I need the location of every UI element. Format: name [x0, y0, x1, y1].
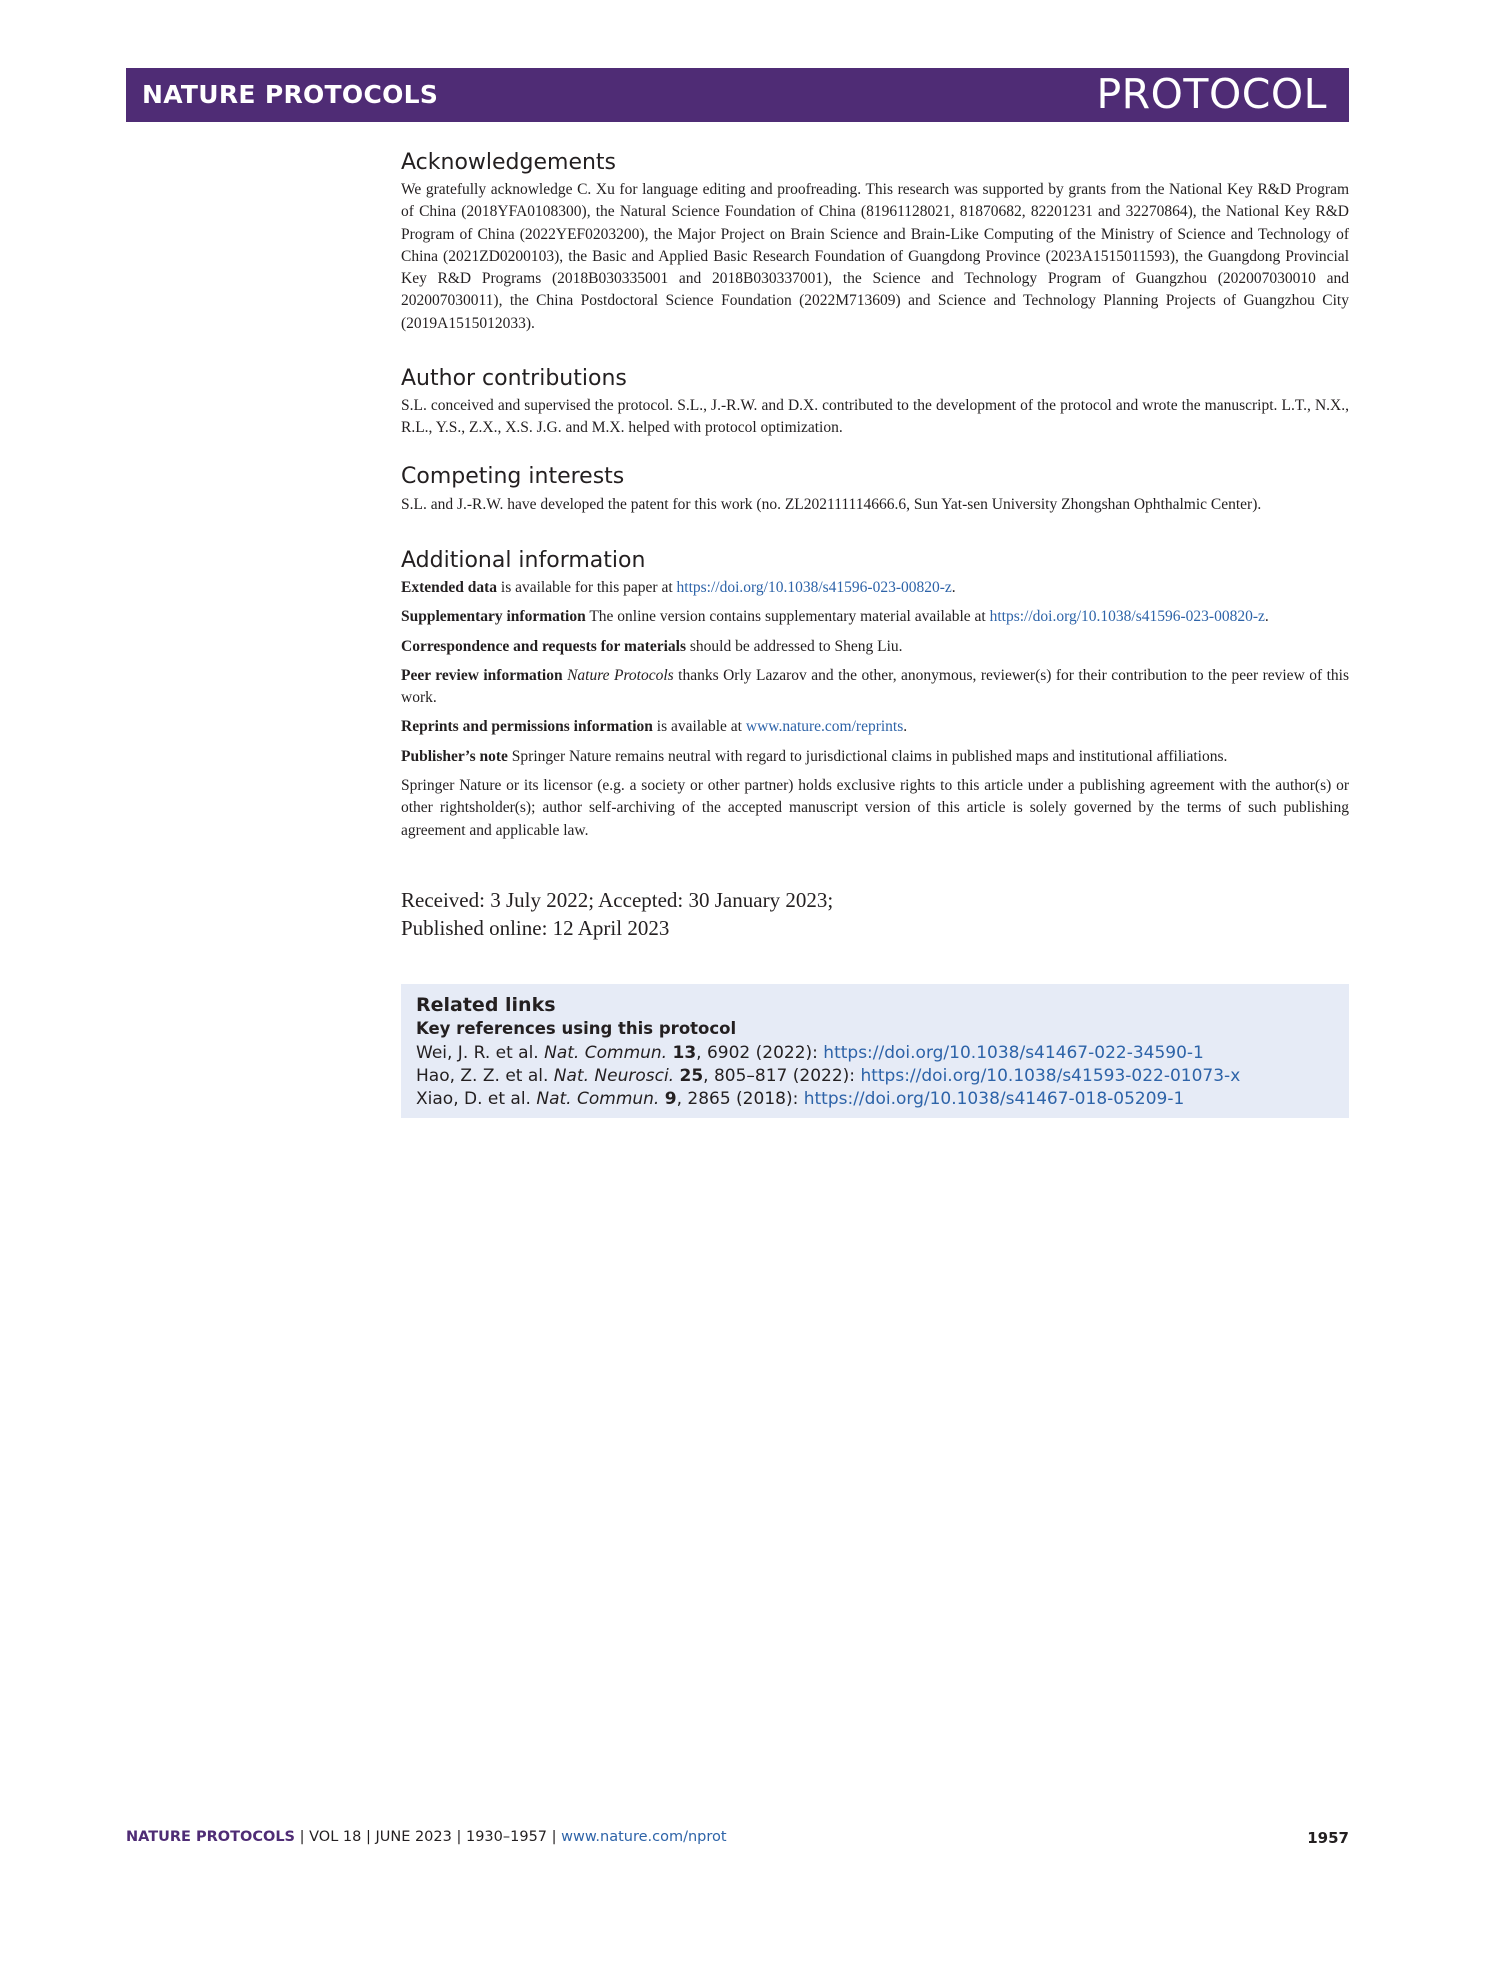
publishers-note-text: Springer Nature remains neutral with regard to jurisdictional claims in published maps and institutional affiliations. [507, 747, 1228, 765]
article-type: PROTOCOL [1096, 70, 1327, 118]
additional-information-heading: Additional information [401, 548, 646, 573]
extended-data-link[interactable]: https://doi.org/10.1038/s41596-023-00820-z [676, 579, 952, 596]
footer-separator: | [547, 1829, 562, 1845]
reference-authors: Xiao, D. et al. [416, 1089, 537, 1109]
footer-journal-name: NATURE PROTOCOLS [126, 1829, 296, 1845]
supplementary-info-link[interactable]: https://doi.org/10.1038/s41596-023-00820-z [989, 608, 1265, 626]
peer-review-text: thanks Orly Lazarov and the other, anonymous, reviewer(s) for their contribution to the peer review of this work. [401, 666, 1349, 707]
footer-journal-link[interactable]: www.nature.com/nprot [561, 1829, 727, 1845]
reference-volume: 25 [679, 1066, 704, 1086]
related-links-subtitle: Key references using this protocol [416, 1019, 737, 1038]
reference-item [416, 1089, 1184, 1109]
page-number: 1957 [1307, 1829, 1349, 1847]
author-contributions-heading: Author contributions [401, 366, 627, 391]
reference-details: , 805–817 (2022): [703, 1066, 861, 1086]
supplementary-info-text: The online version contains supplementary material available at [585, 608, 990, 626]
reprints-paragraph: Reprints and permissions information is available at www.nature.com/reprints. [401, 718, 908, 736]
competing-interests-heading: Competing interests [401, 464, 625, 489]
footer-volume: VOL 18 [309, 1829, 362, 1845]
peer-review-paragraph [401, 665, 1349, 710]
rights-paragraph: Springer Nature or its licensor (e.g. a society or other partner) holds exclusive rights to this article under a publishing agreement with the author(s) or other rightsholder(s); author self-archiving of the accepted manuscript version of this article is solely governed by the terms of such publishing agreement and applicable law. [401, 777, 1349, 839]
correspondence-text: should be addressed to Sheng Liu. [686, 637, 903, 655]
page-footer [126, 1829, 727, 1845]
competing-interests-text: S.L. and J.-R.W. have developed the patent for this work (no. ZL202111114666.6, Sun Yat-sen University Zhongshan Ophthalmic Center). [401, 496, 1262, 513]
journal-name: NATURE PROTOCOLS [142, 80, 439, 109]
received-accepted-dates: Received: 3 July 2022; Accepted: 30 January 2023; [401, 888, 834, 912]
footer-separator: | [295, 1829, 310, 1845]
reference-journal: Nat. Commun. [536, 1089, 660, 1109]
reference-details: , 2865 (2018): [676, 1089, 804, 1109]
publishers-note-label: Publisher’s note [401, 747, 508, 765]
extended-data-label: Extended data [401, 579, 498, 596]
reference-authors: Wei, J. R. et al. [416, 1043, 545, 1063]
article-dates [401, 886, 1349, 942]
footer-separator: | [451, 1829, 466, 1845]
extended-data-text: is available for this paper at [497, 579, 677, 596]
extended-data-paragraph: Extended data is available for this paper at https://doi.org/10.1038/s41596-023-00820-z. [401, 579, 956, 596]
reference-journal: Nat. Neurosci. [553, 1066, 675, 1086]
footer-pages: 1930–1957 [465, 1829, 548, 1845]
footer-date: JUNE 2023 [375, 1829, 452, 1845]
reference-journal: Nat. Commun. [544, 1043, 668, 1063]
reference-link[interactable]: https://doi.org/10.1038/s41467-018-05209-1 [803, 1089, 1185, 1109]
reference-details: , 6902 (2022): [696, 1043, 824, 1063]
correspondence-paragraph [401, 636, 1349, 658]
supplementary-info-paragraph: Supplementary information The online version contains supplementary material available at https://doi.org/10.1038/s41596-023-00820-z. [401, 608, 1269, 626]
related-links-title: Related links [416, 994, 556, 1016]
published-online-date: Published online: 12 April 2023 [401, 916, 670, 940]
peer-review-journal: Nature Protocols [567, 666, 674, 684]
acknowledgements-text: We gratefully acknowledge C. Xu for language editing and proofreading. This research was supported by grants from the National Key R&D Program of China (2018YFA0108300), the Natural Science Foundation of China (81961128021, 81870682, 82201231 and 32270864), the National Key R&D Program of China (2022YEF0203200), the Major Project on Brain Science and Brain-Like Computing of the Ministry of Science and Technology of China (2021ZD0200103), the Basic and Applied Basic Research Foundation of Guangdong Province (2023A1515011593), the Guangdong Provincial Key R&D Programs (2018B030335001 and 2018B030337001), the Science and Technology Program of Guangzhou (202007030010 and 202007030011), the China Postdoctoral Science Foundation (2022M713609) and Science and Technology Planning Projects of Guangzhou City (2019A1515012033). [401, 181, 1349, 332]
correspondence-label: Correspondence and requests for materials [401, 637, 687, 655]
reprints-text: is available at [652, 718, 746, 736]
reference-link[interactable]: https://doi.org/10.1038/s41467-022-34590-1 [823, 1043, 1204, 1063]
reference-item [416, 1066, 1240, 1086]
reference-volume: 13 [672, 1043, 697, 1063]
reference-volume: 9 [664, 1089, 677, 1109]
reprints-link[interactable]: www.nature.com/reprints [745, 718, 904, 736]
journal-header-bar [126, 68, 1349, 122]
reference-authors: Hao, Z. Z. et al. [416, 1066, 554, 1086]
publishers-note-paragraph [401, 746, 1349, 768]
author-contributions-text: S.L. conceived and supervised the protocol. S.L., J.-R.W. and D.X. contributed to the development of the protocol and wrote the manuscript. L.T., N.X., R.L., Y.S., Z.X., X.S. J.G. and M.X. helped with protocol optimization. [401, 397, 1349, 437]
related-links-box [401, 984, 1349, 1118]
peer-review-label: Peer review information [401, 666, 563, 684]
supplementary-info-label: Supplementary information [401, 608, 586, 626]
footer-separator: | [361, 1829, 376, 1845]
additional-information-block [401, 577, 1349, 842]
reference-item [416, 1043, 1204, 1063]
acknowledgements-heading: Acknowledgements [401, 150, 617, 175]
reference-link[interactable]: https://doi.org/10.1038/s41593-022-01073-x [860, 1066, 1241, 1086]
reprints-label: Reprints and permissions information [401, 718, 653, 736]
